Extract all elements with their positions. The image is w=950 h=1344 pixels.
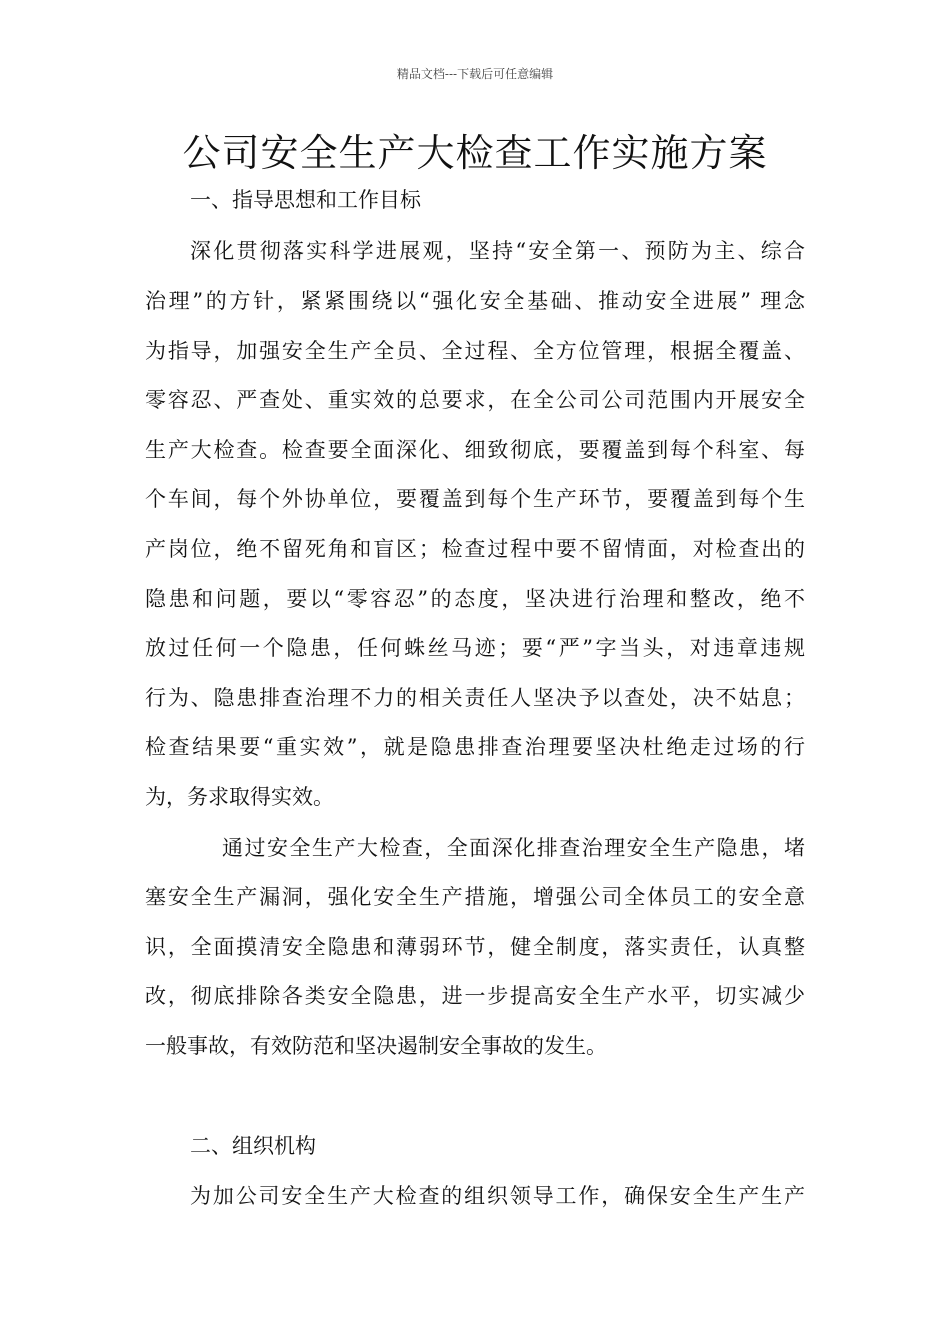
paragraph-line: 为，务求取得实效。 — [145, 785, 334, 809]
paragraph-line: 塞安全生产漏洞，强化安全生产措施，增强公司全体员工的安全意 — [145, 885, 805, 909]
paragraph-line: 一般事故，有效防范和坚决遏制安全事故的发生。 — [145, 1034, 607, 1058]
paragraph-line: 隐患和问题，要以“零容忍”的态度，坚决进行治理和整改，绝不 — [145, 587, 805, 611]
paragraph-line: 放过任何一个隐患，任何蛛丝马迹；要“严”字当头，对违章违规 — [145, 636, 805, 660]
paragraph-line: 检查结果要“重实效”，就是隐患排查治理要坚决杜绝走过场的行 — [145, 735, 805, 759]
paragraph-line: 生产大检查。检查要全面深化、细致彻底，要覆盖到每个科室、每 — [145, 438, 805, 462]
paragraph-line: 治理”的方针，紧紧围绕以“强化安全基础、推动安全进展” 理念 — [145, 289, 805, 313]
paragraph-line: 深化贯彻落实科学进展观，坚持“安全第一、预防为主、综合 — [190, 239, 805, 263]
paragraph-line: 零容忍、严查处、重实效的总要求，在全公司公司范围内开展安全 — [145, 388, 805, 412]
paragraph-line: 通过安全生产大检查，全面深化排查治理安全生产隐患，堵 — [222, 836, 805, 860]
section-heading-2: 二、组织机构 — [190, 1134, 316, 1158]
section-heading-1: 一、指导思想和工作目标 — [190, 188, 421, 212]
page-header-watermark: 精品文档---下载后可任意编辑 — [396, 67, 554, 81]
paragraph-line: 为指导，加强安全生产全员、全过程、全方位管理，根据全覆盖、 — [145, 339, 805, 363]
paragraph-line: 产岗位，绝不留死角和盲区；检查过程中要不留情面，对检查出的 — [145, 537, 805, 561]
paragraph-line: 改，彻底排除各类安全隐患，进一步提高安全生产水平，切实减少 — [145, 984, 805, 1008]
paragraph-line: 识，全面摸清安全隐患和薄弱环节，健全制度，落实责任，认真整 — [145, 935, 805, 959]
paragraph-line: 为加公司安全生产大检查的组织领导工作，确保安全生产生产 — [190, 1184, 805, 1208]
document-title: 公司安全生产大检查工作实施方案 — [182, 131, 768, 175]
paragraph-line: 个车间，每个外协单位，要覆盖到每个生产环节，要覆盖到每个生 — [145, 487, 805, 511]
paragraph-line: 行为、隐患排查治理不力的相关责任人坚决予以查处，决不姑息； — [145, 686, 805, 710]
